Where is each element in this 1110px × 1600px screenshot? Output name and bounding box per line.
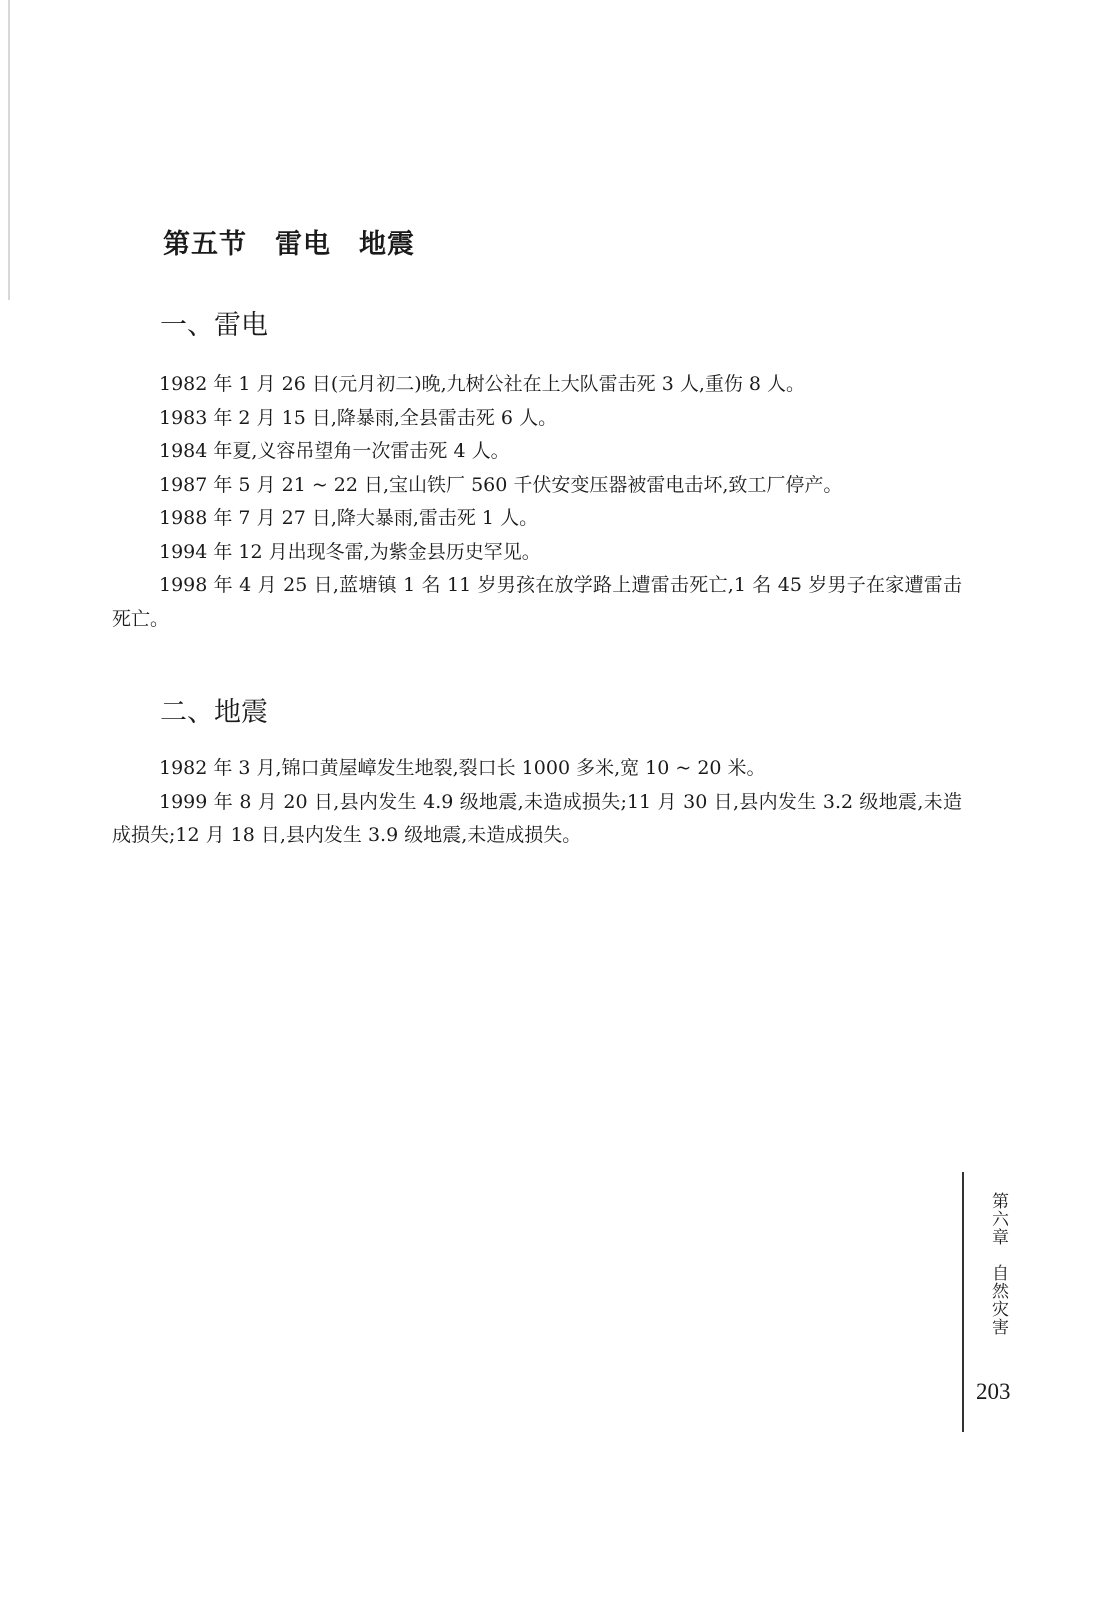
paragraph: 1999 年 8 月 20 日,县内发生 4.9 级地震,未造成损失;11 月 30 日,县内发生 3.2 级地震,未造成损失;12 月 18 日,县内发生 3.9 级地震,未造成损失。 [112,790,962,846]
chapter-side-label: 第六章 自然灾害 [988,1192,1008,1336]
paragraph: 1987 年 5 月 21 ~ 22 日,宝山铁厂 560 千伏安变压器被雷电击坏,致工厂停产。 [159,473,843,496]
subheading-lightning: 一、雷电 [160,310,268,341]
paragraph: 1983 年 2 月 15 日,降暴雨,全县雷击死 6 人。 [159,406,558,429]
paragraph: 1982 年 3 月,锦口黄屋嶂发生地裂,裂口长 1000 多米,宽 10 ~ 20 米。 [159,757,766,779]
chapter-sidebar-rule [962,1172,964,1432]
section-title: 第五节 雷电 地震 [163,229,415,260]
page-number: 203 [976,1379,1011,1404]
page-edge-shadow [8,0,10,300]
paragraph: 1982 年 1 月 26 日(元月初二)晚,九树公社在上大队雷击死 3 人,重伤 8 人。 [159,373,806,395]
paragraph: 1994 年 12 月出现冬雷,为紫金县历史罕见。 [159,540,541,563]
earthquake-paragraphs [112,752,962,853]
subheading-earthquake: 二、地震 [160,697,268,728]
paragraph: 1988 年 7 月 27 日,降大暴雨,雷击死 1 人。 [159,507,539,529]
lightning-paragraphs [112,368,962,636]
paragraph: 1998 年 4 月 25 日,蓝塘镇 1 名 11 岁男孩在放学路上遭雷击死亡,1 名 45 岁男子在家遭雷击死亡。 [112,574,962,630]
paragraph: 1984 年夏,义容吊望角一次雷击死 4 人。 [159,440,510,462]
